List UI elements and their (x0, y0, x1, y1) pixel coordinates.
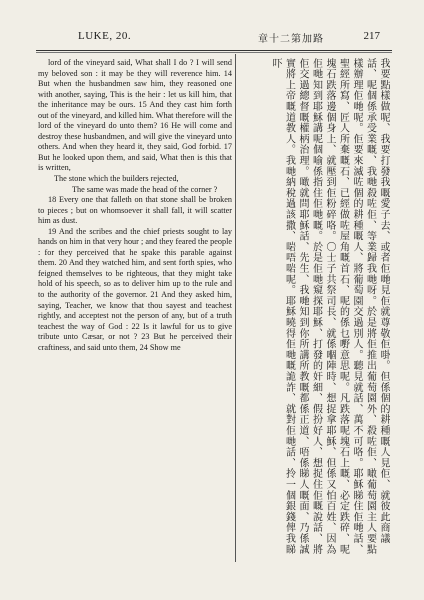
page-number: 217 (363, 30, 380, 42)
scripture-quote-line: The stone which the builders rejected, (54, 174, 179, 184)
english-column (38, 58, 232, 563)
page-header (36, 30, 388, 48)
chinese-chapter-heading: 章十二第加路 (258, 34, 324, 45)
column-divider (235, 54, 236, 562)
english-paragraph: lord of the vineyard said, What shall I do ? I will send my beloved son : it may be they will reverence him. 14 But when the husbandmen saw him, they reasoned one with another, saying, This is the heir : let us kill him, that the inheritance may be ours. 15 And they cast him forth out of the vineyard, and killed him. What therefore will the lord of the vineyard do unto them? 16 He will come and destroy these husbandmen, and will give the vineyard unto others. And when they heard it, they said, God forbid. 17 But he looked upon them, and said, What then is this that is written, (38, 58, 232, 173)
book-chapter-heading: LUKE, 20. (78, 30, 132, 42)
english-paragraph: 19 And the scribes and the chief priests sought to lay hands on him in that very hour ; and they feared the people : for they perceived that he spake this parable against them. 20 And they watched him, and sent forth spies, who feigned themselves to be righteous, that they might take hold of his speech, so as to deliver him up to the rule and to the authority of the governor. 21 And they asked him, saying, Teacher, we know that thou sayest and teachest rightly, and acceptest not the person of any, but of a truth teachest the way of God : 22 Is it lawful for us to give tribute unto Cæsar, or not ? 23 But he perceived their craftiness, and said unto them, 24 Show me (38, 226, 232, 352)
english-paragraph: 18 Every one that falleth on that stone shall be broken to pieces ; but on whomsoever it shall fall, it will scatter him as dust. (38, 195, 232, 226)
chinese-column: 我要點樣做呢、我要打發我嘅愛子去、或者佢哋見佢就尊敬佢啩。但係個的耕種嘅人見佢、就彼此商議話、呢個係承受業嘅、我哋殺咗佢、等業歸我哋呀。於是將佢推出葡萄園外、殺咗佢、噉葡萄園主人要點樣辦理佢哋呢。佢要來滅咗個的耕種嘅人、將葡萄園交過別人。聽見就話、萬不可咯。耶穌睇住佢哋話、聖經所寫、匠人所棄嘅石、已經做咗屋角嘅首石、呢的係乜嘢意思呢。凡跌落呢塊石上嘅、必定跌碎、呢塊石跌落邊個身上、就壓到佢粉碎咯。〇士子共祭司長、就係嗰陣時、想捉拿耶穌、但係又怕百姓、因為佢哋知到耶穌講呢個喻係指住佢哋嘅。於是佢哋窺探耶穌、打發的奸細、假扮好人、想捉住佢嘅說話、將佢交過總督嘅權柄治理。噉就問耶穌話、先生、我哋知到你所講所教嘅都係正道、唔係睇人嘅面、乃係誠實將上帝嘅道教人。我哋納稅過該撒、啱唔啱呢。耶穌曉得佢哋嘅詭詐、就對佢哋話、拎一個銀錢俾我睇吓 (270, 58, 389, 555)
header-rule (36, 50, 392, 51)
header-rule-secondary (36, 52, 392, 53)
scripture-quote-line: The same was made the head of the corner ? (72, 184, 218, 194)
